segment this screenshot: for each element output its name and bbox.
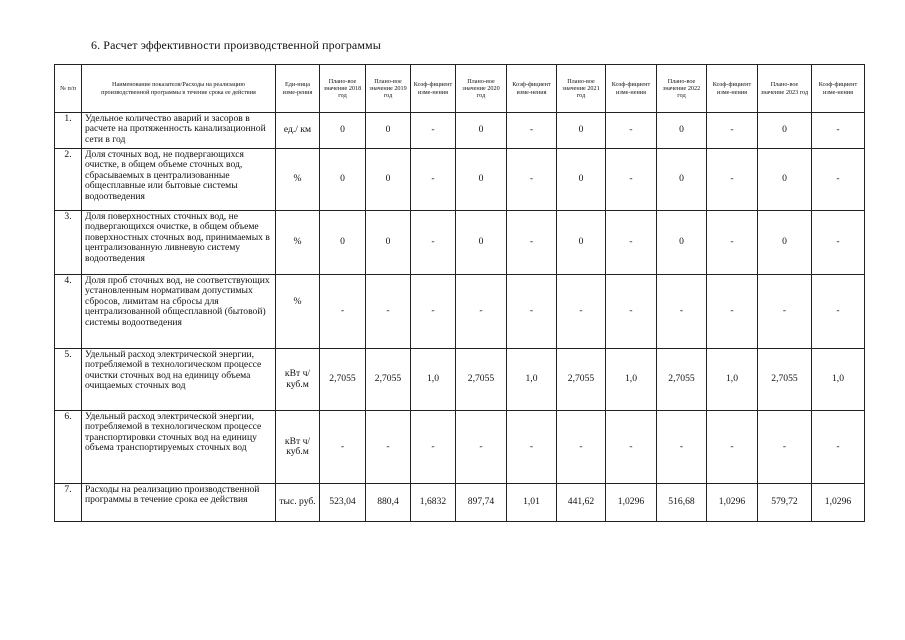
value-cell: 1,0 <box>812 349 865 411</box>
header-cell: Плано-вое значение 2018 год <box>320 65 366 113</box>
value-cell: 897,74 <box>456 484 507 522</box>
value-cell: 0 <box>557 113 606 149</box>
header-cell: Коэф-фициент изме-нения <box>812 65 865 113</box>
table-row <box>55 275 865 349</box>
row-unit: кВт ч/куб.м <box>276 411 320 484</box>
value-cell: - <box>456 411 507 484</box>
value-cell: - <box>707 211 758 275</box>
value-cell: 0 <box>320 211 366 275</box>
row-number: 5. <box>55 349 82 411</box>
value-cell: - <box>557 275 606 349</box>
row-number: 3. <box>55 211 82 275</box>
row-name: Расходы на реализацию производственной программы в течение срока ее действия <box>82 484 276 522</box>
value-cell: 0 <box>456 211 507 275</box>
value-cell: - <box>657 275 707 349</box>
table-row <box>55 411 865 484</box>
value-cell: 2,7055 <box>758 349 812 411</box>
value-cell: 2,7055 <box>456 349 507 411</box>
row-name: Удельное количество аварий и засоров в расчете на протяженность канализационной сети в год <box>82 113 276 149</box>
value-cell: 0 <box>657 211 707 275</box>
value-cell: 880,4 <box>366 484 411 522</box>
header-cell: Плано-вое значение 2020 год <box>456 65 507 113</box>
row-unit: % <box>276 211 320 275</box>
value-cell: 0 <box>557 211 606 275</box>
row-unit: % <box>276 275 320 349</box>
header-cell: Плано-вое значение 2021 год <box>557 65 606 113</box>
value-cell: - <box>507 411 557 484</box>
value-cell: 0 <box>758 113 812 149</box>
value-cell: 579,72 <box>758 484 812 522</box>
header-cell: Коэф-фициент изме-нения <box>606 65 657 113</box>
value-cell: - <box>606 411 657 484</box>
table-row <box>55 211 865 275</box>
value-cell: 2,7055 <box>320 349 366 411</box>
row-number: 6. <box>55 411 82 484</box>
value-cell: 0 <box>557 149 606 211</box>
row-name: Доля поверхностных сточных вод, не подвергающихся очистке, в общем объеме поверхностных сточных вод, принимаемых в централизованную ливневую систему водоотведения <box>82 211 276 275</box>
header-cell: Плано-вое значение 2023 год <box>758 65 812 113</box>
value-cell: 516,68 <box>657 484 707 522</box>
value-cell: 1,01 <box>507 484 557 522</box>
value-cell: 0 <box>758 149 812 211</box>
table-row <box>55 149 865 211</box>
value-cell: - <box>411 113 456 149</box>
value-cell: 0 <box>320 113 366 149</box>
header-cell: Коэф-фициент изме-нения <box>707 65 758 113</box>
value-cell: - <box>812 411 865 484</box>
value-cell: - <box>557 411 606 484</box>
header-cell: Наименование показателя/Расходы на реализацию производственной программы в течение срока ее действия <box>82 65 276 113</box>
value-cell: - <box>507 275 557 349</box>
table-row <box>55 349 865 411</box>
value-cell: - <box>366 275 411 349</box>
value-cell: 1,0 <box>707 349 758 411</box>
value-cell: - <box>812 275 865 349</box>
value-cell: - <box>606 113 657 149</box>
value-cell: - <box>411 211 456 275</box>
value-cell: - <box>606 211 657 275</box>
value-cell: 0 <box>657 113 707 149</box>
header-cell: Плано-вое значение 2019 год <box>366 65 411 113</box>
value-cell: - <box>606 149 657 211</box>
value-cell: - <box>320 275 366 349</box>
value-cell: 1,0296 <box>606 484 657 522</box>
value-cell: - <box>657 411 707 484</box>
value-cell: 0 <box>758 211 812 275</box>
value-cell: 441,62 <box>557 484 606 522</box>
value-cell: 0 <box>456 113 507 149</box>
row-unit: ед./ км <box>276 113 320 149</box>
value-cell: - <box>707 113 758 149</box>
value-cell: - <box>411 149 456 211</box>
value-cell: - <box>606 275 657 349</box>
value-cell: - <box>707 275 758 349</box>
value-cell: - <box>507 149 557 211</box>
header-cell: Плано-вое значение 2022 год <box>657 65 707 113</box>
value-cell: 2,7055 <box>557 349 606 411</box>
section-title: 6. Расчет эффективности производственной программы <box>91 38 381 52</box>
value-cell: - <box>411 275 456 349</box>
value-cell: 0 <box>320 149 366 211</box>
header-cell: Коэф-фициент изме-нения <box>507 65 557 113</box>
table-row <box>55 113 865 149</box>
row-number: 7. <box>55 484 82 522</box>
value-cell: 1,0296 <box>707 484 758 522</box>
row-number: 2. <box>55 149 82 211</box>
row-number: 4. <box>55 275 82 349</box>
value-cell: 0 <box>366 211 411 275</box>
value-cell: 1,6832 <box>411 484 456 522</box>
efficiency-table <box>54 64 865 522</box>
row-unit: тыс. руб. <box>276 484 320 522</box>
value-cell: - <box>320 411 366 484</box>
header-cell: Еди-ница изме-рения <box>276 65 320 113</box>
value-cell: - <box>812 113 865 149</box>
value-cell: - <box>707 149 758 211</box>
value-cell: 0 <box>366 113 411 149</box>
row-name: Доля сточных вод, не подвергающихся очистке, в общем объеме сточных вод, сбрасываемых в централизованные общесплавные или бытовые системы водоотведения <box>82 149 276 211</box>
value-cell: - <box>812 211 865 275</box>
value-cell: - <box>456 275 507 349</box>
row-name: Доля проб сточных вод, не соответствующих установленным нормативам допустимых сбросов, лимитам на сбросы для централизованной общесплавной (бытовой) системы водоотведения <box>82 275 276 349</box>
header-cell: Коэф-фициент изме-нения <box>411 65 456 113</box>
value-cell: - <box>758 411 812 484</box>
row-unit: кВт ч/куб.м <box>276 349 320 411</box>
value-cell: 1,0 <box>606 349 657 411</box>
value-cell: 0 <box>456 149 507 211</box>
value-cell: 523,04 <box>320 484 366 522</box>
value-cell: 1,0 <box>507 349 557 411</box>
value-cell: 0 <box>657 149 707 211</box>
header-cell: № п/п <box>55 65 82 113</box>
value-cell: - <box>411 411 456 484</box>
value-cell: - <box>366 411 411 484</box>
value-cell: 2,7055 <box>366 349 411 411</box>
row-name: Удельный расход электрической энергии, потребляемой в технологическом процессе транспортировки сточных вод на единицу объема транспортируемых сточных вод <box>82 411 276 484</box>
header-row <box>55 65 865 113</box>
value-cell: - <box>812 149 865 211</box>
value-cell: 1,0296 <box>812 484 865 522</box>
row-number: 1. <box>55 113 82 149</box>
value-cell: - <box>507 211 557 275</box>
row-unit: % <box>276 149 320 211</box>
value-cell: 1,0 <box>411 349 456 411</box>
value-cell: 2,7055 <box>657 349 707 411</box>
value-cell: - <box>507 113 557 149</box>
value-cell: - <box>707 411 758 484</box>
row-name: Удельный расход электрической энергии, потребляемой в технологическом процессе очистки сточных вод на единицу объема очищаемых сточных вод <box>82 349 276 411</box>
value-cell: 0 <box>366 149 411 211</box>
table-row <box>55 484 865 522</box>
value-cell: - <box>758 275 812 349</box>
